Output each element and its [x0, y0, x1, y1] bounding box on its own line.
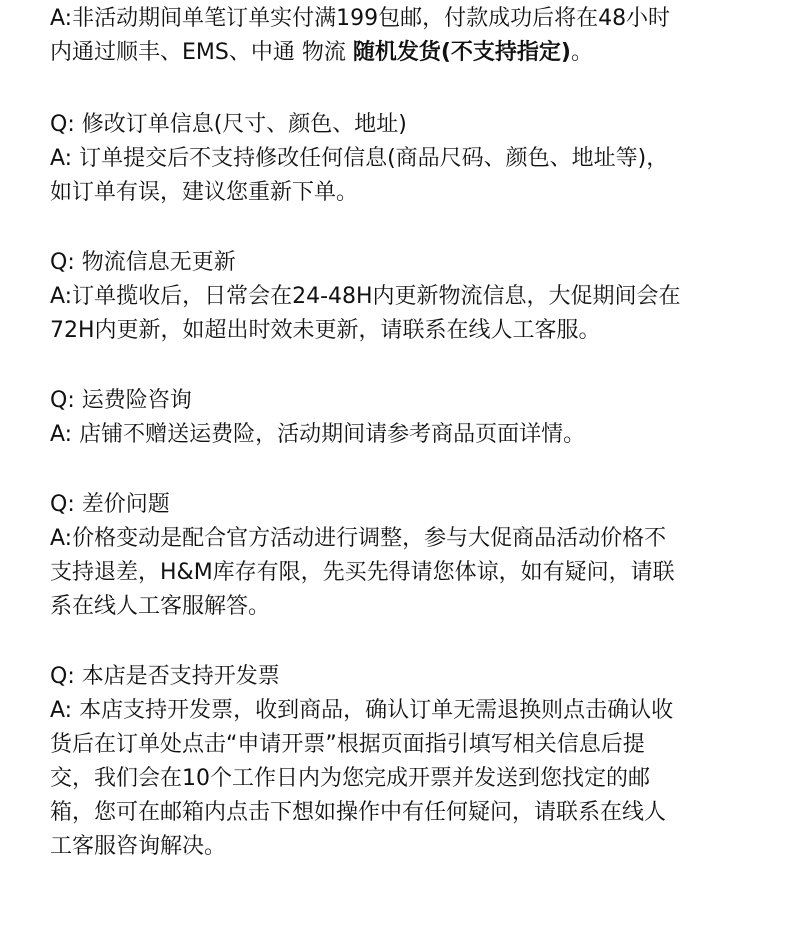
shipping-policy-emphasis: 随机发货(不支持指定): [352, 40, 571, 65]
faq-item-modify-order: [50, 108, 765, 210]
faq-answer-line: 工客服咨询解决。: [50, 834, 227, 859]
faq-question: Q: 物流信息无更新: [50, 250, 236, 275]
faq-question: Q: 修改订单信息(尺寸、颜色、地址): [50, 112, 407, 137]
faq-answer-line: 箱，您可在邮箱内点击下想如操作中有任何疑问，请联系在线人: [50, 800, 667, 825]
shipping-policy-line-2-text: 内通过顺丰、EMS、中通 物流: [50, 40, 353, 65]
faq-answer-line: 交，我们会在10个工作日内为您完成开票并发送到您找定的邮: [50, 766, 650, 791]
faq-question: Q: 差价问题: [50, 492, 170, 517]
faq-answer-line: 货后在订单处点击“申请开票”根据页面指引填写相关信息后提: [50, 732, 645, 757]
faq-answer-line: A: 本店支持开发票，收到商品，确认订单无需退换则点击确认收: [50, 698, 674, 723]
faq-answer-line: A:价格变动是配合官方活动进行调整，参与大促商品活动价格不: [50, 526, 667, 551]
faq-item-invoice: [50, 660, 765, 864]
shipping-policy-line-2-end: 。: [570, 40, 593, 65]
shipping-policy-line-2: [50, 36, 765, 70]
faq-question: Q: 本店是否支持开发票: [50, 664, 280, 689]
faq-document: [50, 2, 765, 864]
shipping-policy-paragraph: [50, 2, 765, 70]
faq-answer-line: 如订单有误，建议您重新下单。: [50, 180, 359, 205]
faq-question: Q: 运费险咨询: [50, 388, 192, 413]
faq-answer-line: 系在线人工客服解答。: [50, 594, 271, 619]
faq-answer-line: A: 订单提交后不支持修改任何信息(商品尺码、颜色、地址等)，: [50, 146, 669, 171]
shipping-policy-line-1: A:非活动期间单笔订单实付满199包邮，付款成功后将在48小时: [50, 6, 671, 31]
faq-answer-line: 72H内更新，如超出时效未更新，请联系在线人工客服。: [50, 318, 601, 343]
faq-item-shipping-insurance: [50, 384, 765, 452]
faq-answer-line: 支持退差，H&M库存有限，先买先得请您体谅，如有疑问，请联: [50, 560, 675, 585]
faq-answer-line: A:订单揽收后，日常会在24-48H内更新物流信息，大促期间会在: [50, 284, 681, 309]
faq-item-logistics: [50, 246, 765, 348]
faq-item-price-difference: [50, 488, 765, 624]
faq-answer-line: A: 店铺不赠送运费险，活动期间请参考商品页面详情。: [50, 422, 586, 447]
